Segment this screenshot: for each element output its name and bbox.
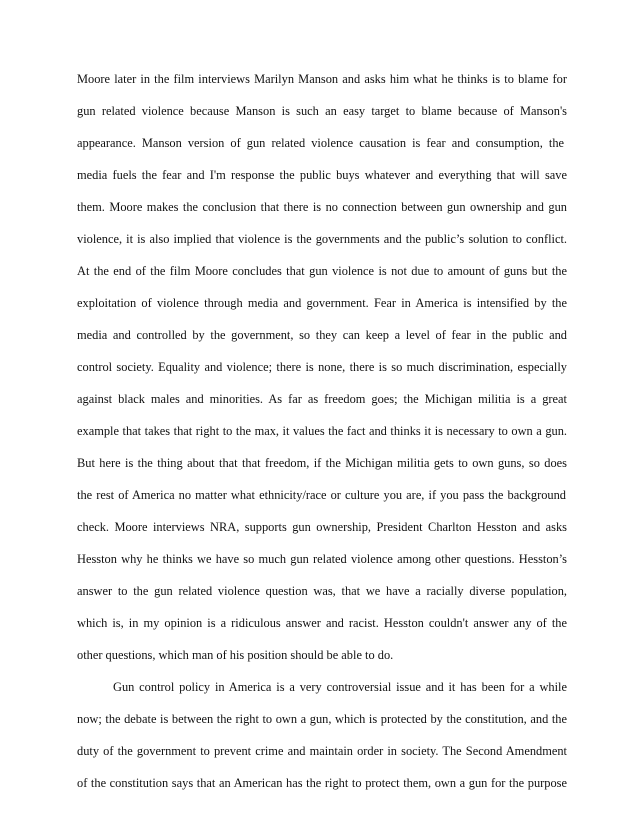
text-line: Moore later in the film interviews Marilyn Manson and asks him what he thinks is to blame for [77,72,567,86]
text-line: duty of the government to prevent crime and maintain order in society. The Second Amendment [77,744,567,758]
text-line: exploitation of violence through media and government. Fear in America is intensified by the [77,296,567,310]
text-line: media fuels the fear and I'm response the public buys whatever and everything that will save [77,168,567,182]
text-line: check. Moore interviews NRA, supports gun ownership, President Charlton Hesston and asks [77,520,567,534]
text-line: But here is the thing about that that freedom, if the Michigan militia gets to own guns, so does [77,456,567,470]
text-line: which is, in my opinion is a ridiculous answer and racist. Hesston couldn't answer any of the [77,616,567,630]
text-line: the rest of America no matter what ethnicity/race or culture you are, if you pass the background [77,488,566,502]
text-line: control society. Equality and violence; there is none, there is so much discrimination, especially [77,360,567,374]
paragraph-end-line: other questions, which man of his position should be able to do. [77,648,394,662]
text-line: violence, it is also implied that violence is the governments and the public’s solution to conflict. [77,232,567,246]
paragraph-first-line: Gun control policy in America is a very controversial issue and it has been for a while [113,680,567,694]
text-line: media and controlled by the government, so they can keep a level of fear in the public and [77,328,567,342]
text-line: against black males and minorities. As far as freedom goes; the Michigan militia is a great [77,392,567,406]
text-line: gun related violence because Manson is such an easy target to blame because of Manson's [77,104,567,118]
text-line: Hesston why he thinks we have so much gun related violence among other questions. Hesston’s [77,552,567,566]
text-line: answer to the gun related violence question was, that we have a racially diverse population, [77,584,567,598]
text-line: now; the debate is between the right to own a gun, which is protected by the constitution, and the [77,712,567,726]
text-line: At the end of the film Moore concludes that gun violence is not due to amount of guns but the [77,264,567,278]
text-line: appearance. Manson version of gun related violence causation is fear and consumption, the [77,136,565,150]
text-line: example that takes that right to the max, it values the fact and thinks it is necessary to own a gun. [77,424,567,438]
text-line: of the constitution says that an American has the right to protect them, own a gun for the purpose [77,776,567,790]
text-line: them. Moore makes the conclusion that there is no connection between gun ownership and gun [77,200,567,214]
